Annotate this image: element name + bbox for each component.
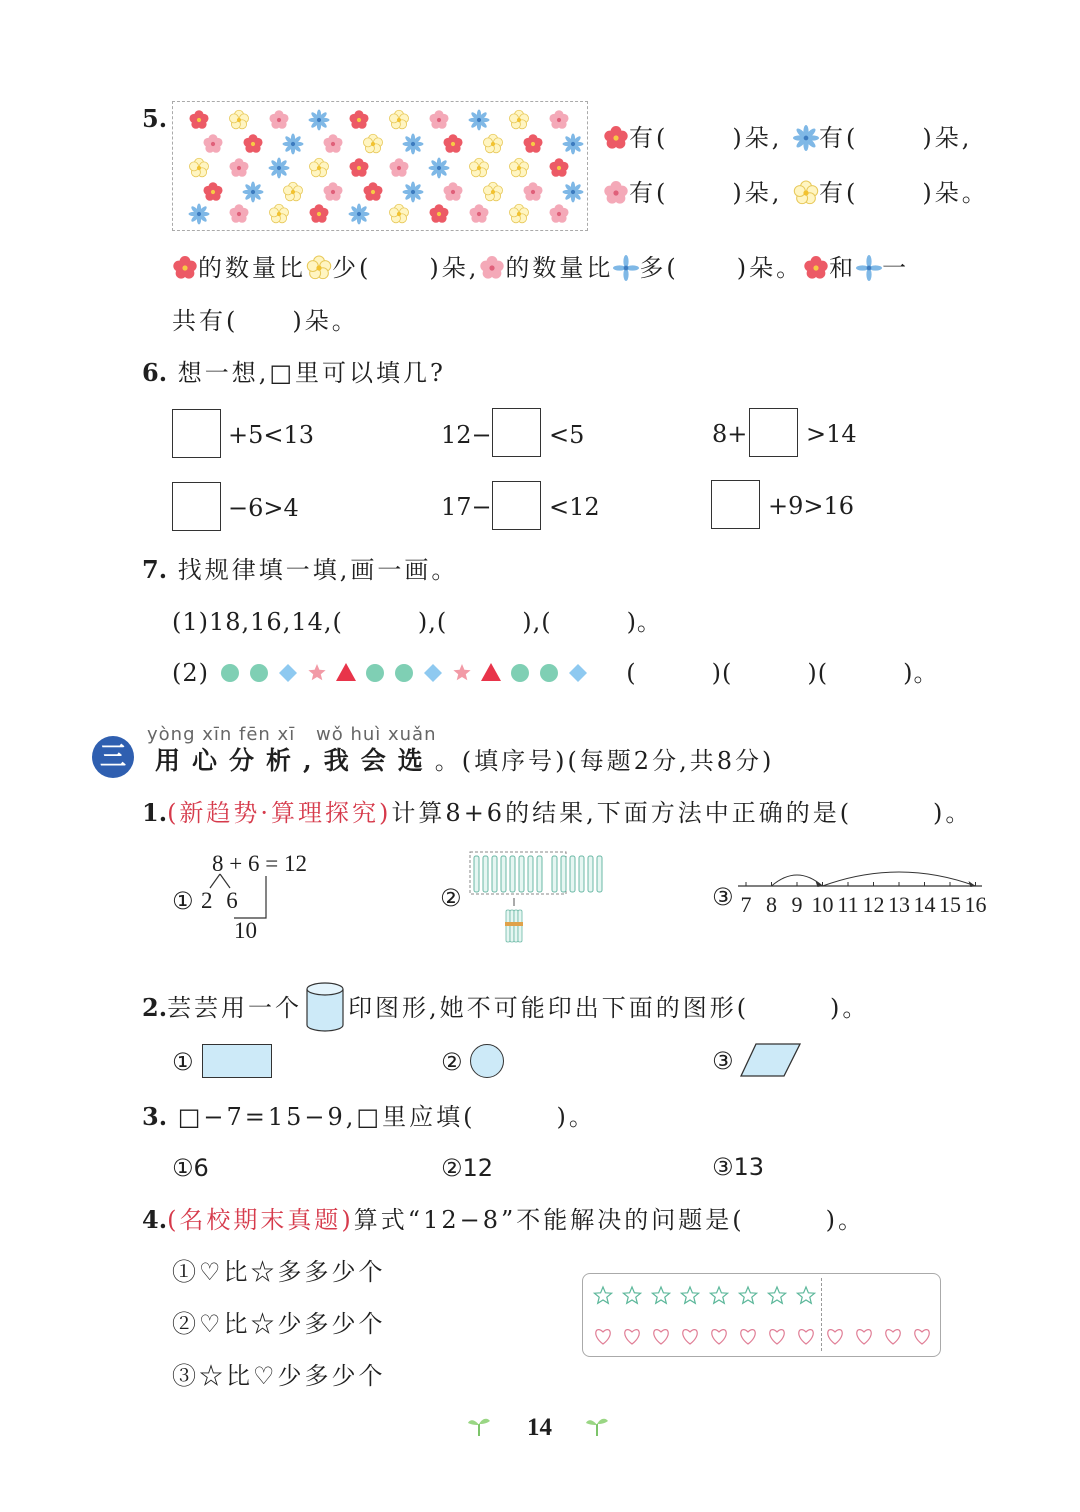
red-flower-icon — [603, 125, 629, 151]
blue-diamond-icon — [424, 664, 442, 682]
q5-line1-d: )朵, — [922, 124, 973, 152]
blue-diamond-icon — [569, 664, 587, 682]
counting-stick — [561, 856, 566, 892]
q5-line1-c: 有( — [819, 124, 859, 152]
heart-icon — [886, 1330, 900, 1344]
s3q1-opt2-label: ② — [440, 884, 465, 912]
blue-flower-icon — [349, 204, 370, 225]
star-icon — [652, 1287, 669, 1303]
q5-compare1c: )朵, — [429, 254, 480, 282]
s3q1-opt1-label: ① — [172, 887, 197, 915]
red-flower-icon — [203, 182, 222, 201]
pink-flower-icon — [429, 110, 448, 129]
yellow-flower-icon — [793, 180, 819, 206]
bundle-of-ten-icon — [505, 910, 523, 942]
yellow-flower-icon — [269, 204, 288, 223]
counting-stick — [474, 856, 479, 892]
counting-stick — [597, 856, 602, 892]
q7-part2-label: (2) — [172, 659, 209, 687]
pink-flower-icon — [203, 134, 222, 153]
q5-line2-c: 有( — [819, 179, 859, 207]
counting-stick — [570, 856, 575, 892]
number-line-label: 14 — [913, 892, 936, 917]
q6-item2-pre: 12− — [441, 421, 492, 449]
s3q1-opt3-label: ③ — [712, 883, 737, 911]
green-circle-icon — [395, 664, 413, 682]
counting-stick — [501, 856, 506, 892]
number-line-label: 15 — [939, 892, 961, 917]
q5-compare1b: 少( — [332, 254, 372, 282]
s3q2-text-b: 印图形,她不可能印出下面的图形( )。 — [348, 994, 870, 1022]
s3q2-line — [142, 980, 869, 1034]
q5-compare-line — [172, 253, 909, 283]
q5-compare3b: 一 — [882, 254, 910, 282]
yellow-flower-icon — [283, 182, 302, 201]
s3q2-text-a: 芸芸用一个 — [167, 994, 303, 1022]
counting-stick — [528, 856, 533, 892]
section-badge-text: 三 — [99, 742, 126, 772]
heart-icon — [625, 1330, 639, 1344]
q5-line4-a: 共有( — [172, 307, 239, 335]
heart-icon — [683, 1330, 697, 1344]
counting-stick — [519, 856, 524, 892]
sprout-icon — [584, 1414, 610, 1438]
yellow-flower-icon — [309, 158, 328, 177]
q5-line1-b: )朵, — [732, 124, 783, 152]
q7-part2 — [172, 658, 938, 688]
answer-box[interactable] — [711, 480, 760, 529]
flower-grid — [172, 101, 588, 231]
green-circle-icon — [250, 664, 268, 682]
stars-hearts-panel — [582, 1273, 941, 1357]
blue-flower-icon — [793, 125, 819, 151]
pink-flower-icon — [389, 158, 408, 177]
blue-diamond-icon — [279, 664, 297, 682]
s3q1-number: 1. — [142, 798, 168, 827]
yellow-flower-icon — [306, 255, 332, 281]
s3q1-opt1-split: 2 6 — [201, 888, 242, 913]
number-line-label: 7 — [740, 892, 752, 917]
s3q4-heading — [142, 1205, 865, 1235]
pink-flower-icon — [549, 110, 568, 129]
q6-item1-post: +5<13 — [228, 421, 315, 449]
star-icon — [681, 1287, 698, 1303]
red-triangle-icon — [481, 663, 501, 681]
counting-stick — [552, 856, 557, 892]
blue-flower-icon — [403, 182, 424, 203]
blue-flower-icon — [613, 255, 639, 281]
red-flower-icon — [309, 204, 328, 223]
s3q2-opt3: ③ — [712, 1047, 737, 1075]
number-line-label: 12 — [862, 892, 885, 917]
blue-flower-icon — [403, 134, 424, 155]
green-circle-icon — [366, 664, 384, 682]
red-flower-icon — [443, 134, 462, 153]
red-flower-icon — [243, 134, 262, 153]
rectangle-shape — [202, 1044, 272, 1078]
flower-grid-image — [173, 102, 587, 230]
number-line-label: 8 — [766, 892, 777, 917]
s3q3-number: 3. — [142, 1102, 168, 1131]
red-flower-icon — [363, 182, 382, 201]
stars-hearts-image — [583, 1274, 940, 1356]
s3q2-opt1: ① — [172, 1048, 197, 1076]
number-line-label: 16 — [964, 892, 986, 917]
answer-box[interactable] — [172, 409, 221, 458]
s3q1-heading — [142, 798, 972, 828]
q5-line2-d: )朵。 — [922, 179, 989, 207]
blue-flower-icon — [243, 182, 264, 203]
pink-flower-icon — [269, 110, 288, 129]
yellow-flower-icon — [509, 204, 528, 223]
q6-title: 想一想,□里可以填几? — [177, 359, 446, 387]
blue-flower-icon — [429, 158, 450, 179]
s3q1-opt1-ten: 10 — [234, 918, 257, 943]
q5-compare2: 的数量比 — [505, 254, 614, 282]
heart-icon — [654, 1330, 668, 1344]
star-icon — [739, 1287, 756, 1303]
yellow-flower-icon — [229, 110, 248, 129]
q5-number: 5. — [142, 104, 168, 133]
green-circle-icon — [511, 664, 529, 682]
q5-line1 — [603, 123, 972, 153]
green-circle-icon — [540, 664, 558, 682]
heart-icon — [828, 1330, 842, 1344]
s3q3-line — [142, 1102, 596, 1132]
counting-stick — [537, 856, 542, 892]
answer-box[interactable] — [749, 408, 798, 457]
s3q1-tag: (新趋势·算理探究) — [167, 799, 392, 827]
parallelogram-shape — [740, 1042, 802, 1078]
s3q2-opt2: ② — [441, 1048, 466, 1076]
red-flower-icon — [349, 158, 368, 177]
s3q2-number: 2. — [142, 993, 168, 1022]
number-line-label: 10 — [811, 892, 834, 917]
heart-icon — [799, 1330, 813, 1344]
q7-number: 7. — [142, 555, 168, 584]
q6-item3-pre: 8+ — [712, 420, 748, 448]
s3q3-opt3: ③13 — [712, 1153, 765, 1181]
pink-flower-icon — [323, 134, 342, 153]
red-flower-icon — [349, 110, 368, 129]
counting-stick — [492, 856, 497, 892]
s3q4-text: 算式“12−8”不能解决的问题是( )。 — [353, 1206, 865, 1234]
sprout-icon — [466, 1414, 492, 1438]
s3q3-text: □−7=15−9,□里应填( )。 — [177, 1103, 596, 1131]
yellow-flower-icon — [389, 204, 408, 223]
number-line-label: 11 — [837, 892, 859, 917]
yellow-flower-icon — [483, 182, 502, 201]
q6-heading — [142, 358, 446, 388]
q5-compare2b: 多( — [639, 254, 679, 282]
q5-compare3: 和 — [829, 254, 857, 282]
s3q4-opt1: ①♡比☆多多少个 — [172, 1258, 386, 1286]
q6-item6-post: +9>16 — [768, 492, 855, 520]
pinyin-1: yòng xīn fēn xī — [147, 724, 296, 745]
yellow-flower-icon — [189, 158, 208, 177]
star-icon — [797, 1287, 814, 1303]
q5-line1-a: 有( — [629, 124, 669, 152]
counting-stick — [588, 856, 593, 892]
number-line-label: 9 — [791, 892, 803, 917]
number-line-label: 13 — [888, 892, 910, 917]
s3q4-tag: (名校期末真题) — [167, 1206, 354, 1234]
pink-star-icon — [308, 664, 325, 680]
blue-flower-icon — [283, 134, 304, 155]
s3q1-opt1-eq: 8 + 6 = 12 — [212, 851, 307, 876]
q6-item3-post: >14 — [806, 420, 857, 448]
yellow-flower-icon — [509, 110, 528, 129]
s3q4-number: 4. — [142, 1205, 168, 1234]
red-flower-icon — [172, 255, 198, 281]
yellow-flower-icon — [483, 134, 502, 153]
star-icon — [594, 1287, 611, 1303]
heart-icon — [712, 1330, 726, 1344]
section3-title: 用心分析,我会选 — [155, 746, 435, 775]
number-line — [736, 866, 986, 922]
q6-item4-post: −6>4 — [228, 494, 299, 522]
pink-flower-icon — [603, 180, 629, 206]
blue-flower-icon — [563, 182, 584, 203]
q5-compare2c: )朵。 — [736, 254, 804, 282]
star-icon — [623, 1287, 640, 1303]
red-triangle-icon — [336, 663, 356, 681]
pinyin-2: wǒ huì xuǎn — [316, 724, 437, 745]
red-flower-icon — [549, 158, 568, 177]
section3-title-line — [155, 746, 774, 776]
blue-flower-icon — [309, 110, 330, 131]
red-flower-icon — [429, 204, 448, 223]
q5-line2 — [603, 178, 989, 208]
q6-item5-pre: 17− — [441, 493, 492, 521]
blue-flower-icon — [469, 110, 490, 131]
star-icon — [710, 1287, 727, 1303]
pink-flower-icon — [469, 204, 488, 223]
red-flower-icon — [523, 134, 542, 153]
pink-flower-icon — [523, 182, 542, 201]
q7-title: 找规律填一填,画一画。 — [177, 556, 459, 584]
q6-item2-post: <5 — [549, 421, 585, 449]
q5-compare1: 的数量比 — [198, 254, 306, 282]
yellow-flower-icon — [509, 158, 528, 177]
pink-flower-icon — [549, 204, 568, 223]
heart-icon — [770, 1330, 784, 1344]
heart-icon — [741, 1330, 755, 1344]
counting-stick — [579, 856, 584, 892]
blue-flower-icon — [189, 204, 210, 225]
pink-star-icon — [453, 664, 470, 680]
circle-shape — [470, 1044, 504, 1078]
star-icon — [768, 1287, 785, 1303]
blue-flower-icon — [269, 158, 290, 179]
section3-subtitle: 。(填序号)(每题2分,共8分) — [434, 747, 775, 775]
pink-flower-icon — [323, 182, 342, 201]
pink-flower-icon — [229, 204, 248, 223]
q7-heading — [142, 555, 458, 585]
pink-flower-icon — [229, 158, 248, 177]
s3q1-text: 计算8+6的结果,下面方法中正确的是( )。 — [391, 799, 973, 827]
s3q4-opt2: ②♡比☆少多少个 — [172, 1310, 386, 1338]
answer-box[interactable] — [492, 408, 541, 457]
q5-line4 — [172, 306, 359, 336]
answer-box[interactable] — [172, 482, 221, 531]
q7-part2-tail: ( )( )( )。 — [626, 659, 939, 687]
heart-icon — [596, 1330, 610, 1344]
q5-line2-b: )朵, — [732, 179, 783, 207]
pink-flower-icon — [479, 255, 505, 281]
shape-pattern — [218, 661, 618, 685]
heart-icon — [915, 1330, 929, 1344]
q6-number: 6. — [142, 358, 168, 387]
heart-icon — [857, 1330, 871, 1344]
q7-part1: (1)18,16,14,( ),( ),( )。 — [172, 608, 662, 636]
yellow-flower-icon — [363, 134, 382, 153]
green-circle-icon — [221, 664, 239, 682]
q6-item5-post: <12 — [549, 493, 600, 521]
decomposition-lines — [198, 872, 278, 922]
yellow-flower-icon — [389, 110, 408, 129]
blue-flower-icon — [563, 134, 584, 155]
yellow-flower-icon — [469, 158, 488, 177]
q5-line2-a: 有( — [629, 179, 669, 207]
page-number: 14 — [527, 1414, 552, 1441]
cylinder-icon — [304, 980, 346, 1034]
counting-stick — [483, 856, 488, 892]
counting-sticks-image — [466, 850, 606, 946]
pink-flower-icon — [443, 182, 462, 201]
q5-line4-b: )朵。 — [292, 307, 359, 335]
s3q4-opt3: ③☆比♡少多少个 — [172, 1362, 386, 1390]
s3q3-opt2: ②12 — [441, 1154, 494, 1182]
counting-stick — [510, 856, 515, 892]
red-flower-icon — [189, 110, 208, 129]
blue-flower-icon — [856, 255, 882, 281]
red-flower-icon — [803, 255, 829, 281]
answer-box[interactable] — [492, 481, 541, 530]
s3q3-opt1: ①6 — [172, 1154, 209, 1182]
